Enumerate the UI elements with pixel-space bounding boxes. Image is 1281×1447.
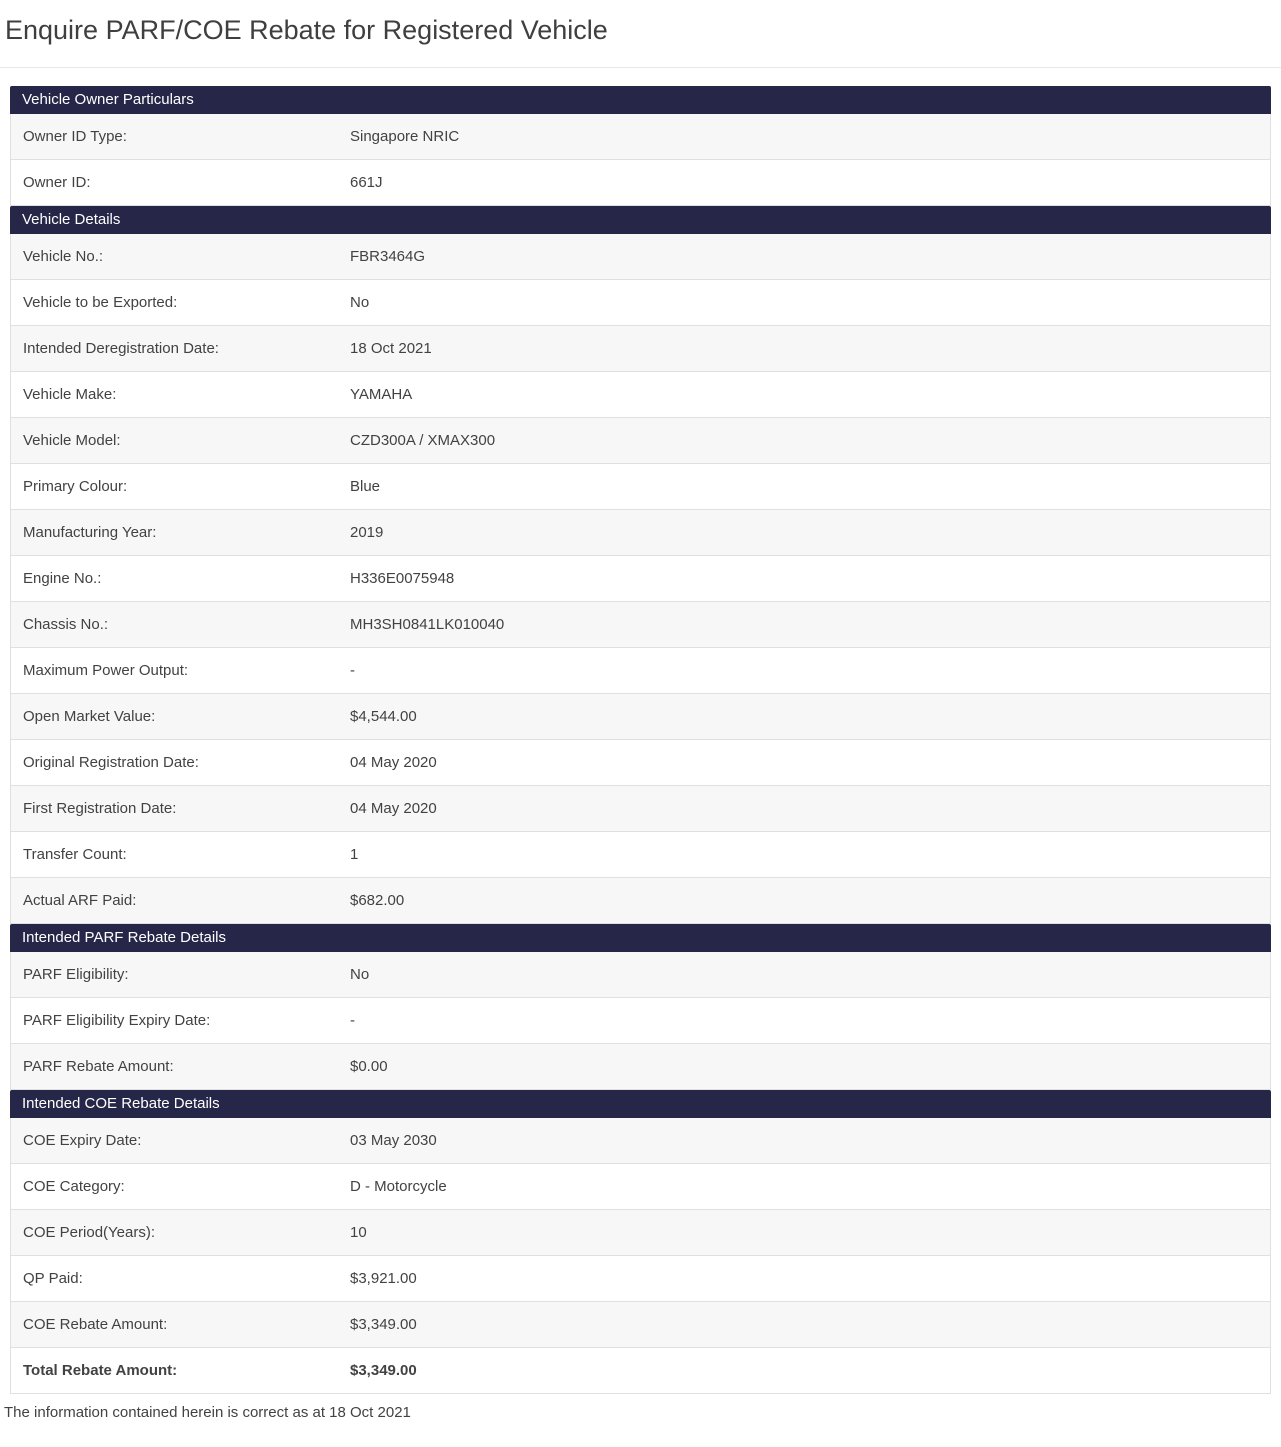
row-label: Vehicle Model: (23, 432, 121, 449)
table-row (11, 832, 1270, 878)
row-label: Vehicle No.: (23, 248, 104, 265)
section (10, 86, 1271, 206)
row-value: 1 (350, 846, 359, 863)
table-row (11, 556, 1270, 602)
table-row (11, 280, 1270, 326)
rebate-details-table (10, 86, 1271, 1394)
table-row (11, 1302, 1270, 1348)
row-value: Blue (350, 478, 381, 495)
table-row (11, 114, 1270, 160)
row-label: Vehicle to be Exported: (23, 294, 178, 311)
table-row (11, 1210, 1270, 1256)
row-value: 04 May 2020 (350, 754, 437, 771)
table-row (11, 1164, 1270, 1210)
table-row (11, 648, 1270, 694)
row-label: COE Category: (23, 1178, 125, 1195)
row-value: D - Motorcycle (350, 1178, 447, 1195)
row-label: PARF Rebate Amount: (23, 1058, 174, 1075)
row-value: No (350, 294, 370, 311)
table-row (11, 952, 1270, 998)
section-rows (10, 952, 1271, 1090)
row-label: Owner ID: (23, 174, 91, 191)
row-label: Primary Colour: (23, 478, 128, 495)
table-row (11, 326, 1270, 372)
row-value: 18 Oct 2021 (350, 340, 432, 357)
row-value: YAMAHA (350, 386, 413, 403)
row-label: Maximum Power Output: (23, 662, 189, 679)
table-row (11, 694, 1270, 740)
row-label: Original Registration Date: (23, 754, 199, 771)
row-value: FBR3464G (350, 248, 426, 265)
row-label: COE Rebate Amount: (23, 1316, 168, 1333)
row-label: Owner ID Type: (23, 128, 127, 145)
row-value: Singapore NRIC (350, 128, 460, 145)
section-rows (10, 1118, 1271, 1394)
section-header: Vehicle Details (10, 206, 1271, 234)
row-label: Open Market Value: (23, 708, 156, 725)
row-label: PARF Eligibility: (23, 966, 129, 983)
table-row (11, 418, 1270, 464)
row-label: Actual ARF Paid: (23, 892, 137, 909)
section-header: Intended COE Rebate Details (10, 1090, 1271, 1118)
table-row (11, 1044, 1270, 1090)
table-row (11, 464, 1270, 510)
footer-note: The information contained herein is correct as at 18 Oct 2021 (4, 1404, 411, 1421)
row-value: 04 May 2020 (350, 800, 437, 817)
table-row (11, 372, 1270, 418)
table-row (11, 1348, 1270, 1394)
title-divider (0, 67, 1281, 68)
row-label: First Registration Date: (23, 800, 177, 817)
section-header: Intended PARF Rebate Details (10, 924, 1271, 952)
row-label: Chassis No.: (23, 616, 109, 633)
row-value: $3,349.00 (350, 1362, 417, 1379)
table-row (11, 1256, 1270, 1302)
table-row (11, 1118, 1270, 1164)
section (10, 1090, 1271, 1394)
row-label: COE Expiry Date: (23, 1132, 142, 1149)
section (10, 924, 1271, 1090)
row-value: $3,349.00 (350, 1316, 417, 1333)
row-value: 03 May 2030 (350, 1132, 437, 1149)
table-row (11, 160, 1270, 206)
row-label: PARF Eligibility Expiry Date: (23, 1012, 211, 1029)
page-title: Enquire PARF/COE Rebate for Registered Vehicle (5, 15, 608, 45)
enquiry-results-page (0, 14, 1281, 1447)
row-value: $3,921.00 (350, 1270, 417, 1287)
row-label: Vehicle Make: (23, 386, 117, 403)
row-label: COE Period(Years): (23, 1224, 155, 1241)
row-value: 661J (350, 174, 383, 191)
row-label: Total Rebate Amount: (23, 1362, 178, 1379)
row-value: - (350, 662, 355, 679)
row-label: Transfer Count: (23, 846, 127, 863)
row-value: H336E0075948 (350, 570, 455, 587)
row-value: CZD300A / XMAX300 (350, 432, 496, 449)
section-rows (10, 114, 1271, 206)
section (10, 206, 1271, 924)
section-rows (10, 234, 1271, 924)
table-row (11, 998, 1270, 1044)
row-value: 10 (350, 1224, 367, 1241)
row-label: Manufacturing Year: (23, 524, 157, 541)
row-value: - (350, 1012, 355, 1029)
row-value: 2019 (350, 524, 384, 541)
row-value: $682.00 (350, 892, 405, 909)
table-row (11, 786, 1270, 832)
row-value: No (350, 966, 370, 983)
row-value: $4,544.00 (350, 708, 417, 725)
row-label: Intended Deregistration Date: (23, 340, 219, 357)
table-row (11, 510, 1270, 556)
row-value: MH3SH0841LK010040 (350, 616, 505, 633)
table-row (11, 602, 1270, 648)
row-label: QP Paid: (23, 1270, 83, 1287)
table-row (11, 878, 1270, 924)
row-value: $0.00 (350, 1058, 388, 1075)
table-row (11, 740, 1270, 786)
section-header: Vehicle Owner Particulars (10, 86, 1271, 114)
table-row (11, 234, 1270, 280)
row-label: Engine No.: (23, 570, 102, 587)
